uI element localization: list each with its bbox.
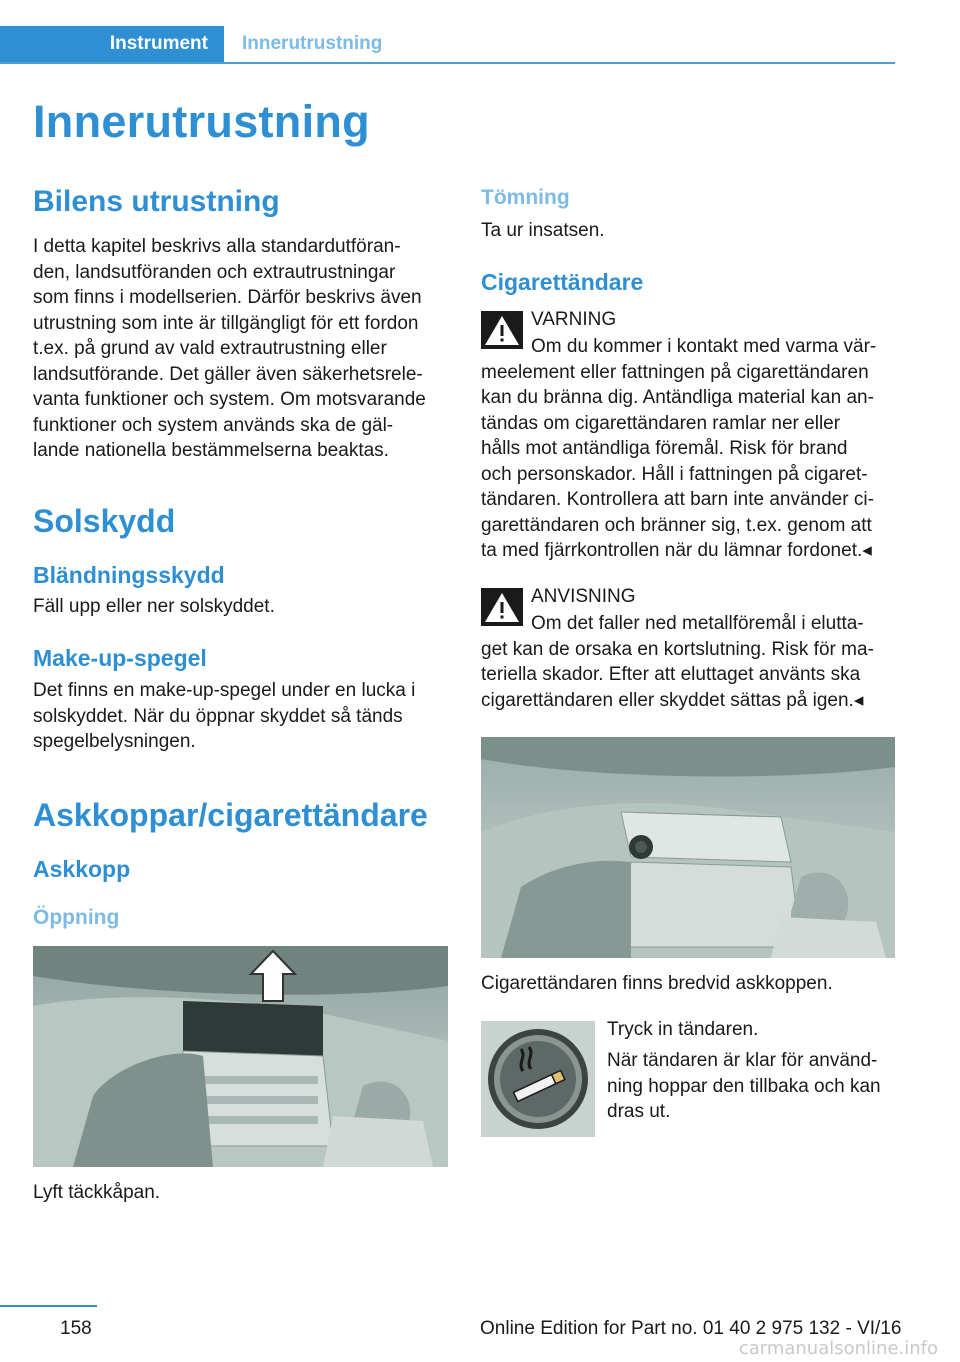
blandning-text: Fäll upp eller ner solskyddet.	[33, 596, 275, 617]
text-line: hålls mot antändliga föremål. Risk för brand	[481, 438, 848, 459]
subsection-title-make-up-spegel: Make-up-spegel	[33, 645, 207, 671]
text-line: I detta kapitel beskrivs alla standardutföran‐	[33, 236, 401, 257]
section-title-bilens-utrustning: Bilens utrustning	[33, 185, 280, 218]
text-line: När tändaren är klar för använd‐	[607, 1050, 878, 1071]
tomning-text: Ta ur insatsen.	[481, 220, 605, 241]
text-line: Det finns en make-up-spegel under en lucka i	[33, 680, 416, 701]
text-line: tändas om cigarettändaren ramlar ner eller	[481, 412, 841, 434]
text-line: cigarettändaren eller skyddet sättas på igen.◂	[481, 689, 864, 711]
subsection-title-oppning: Öppning	[33, 906, 120, 929]
text-line: som finns i modellserien. Därför beskrivs även	[33, 287, 422, 308]
text-line: dras ut.	[607, 1101, 671, 1122]
page-title: Innerutrustning	[33, 96, 370, 147]
section-title-solskydd: Solskydd	[33, 503, 176, 539]
text-line: meelement eller fattningen på cigarettändaren	[481, 361, 869, 383]
tryck-text: Tryck in tändaren.	[607, 1019, 759, 1040]
text-line: t.ex. på grund av vald extrautrustning eller	[33, 338, 387, 359]
subsection-title-cigarettandare: Cigarettändare	[481, 269, 644, 295]
bilens-paragraph	[33, 234, 448, 464]
text-line: den, landsutföranden och extrautrustningar	[33, 261, 396, 283]
text-line: funktioner och system används ska de gäl‐	[33, 414, 394, 436]
warning-label-varning: VARNING	[531, 309, 617, 330]
lighter-caption: Cigarettändaren finns bredvid askkoppen.	[481, 973, 833, 994]
text-line: och personskador. Håll i fattningen på cigaret‐	[481, 463, 868, 485]
tab-instrument-label: Instrument	[109, 33, 208, 54]
text-line: get kan de orsaka en kortslutning. Risk för ma‐	[481, 638, 874, 660]
text-line: kan du bränna dig. Antändliga material kan an‐	[481, 387, 874, 408]
header-tab-bar	[0, 26, 895, 64]
warning-label-anvisning: ANVISNING	[531, 586, 636, 607]
text-line: spegelbelysningen.	[33, 731, 196, 752]
warning-triangle-icon	[481, 588, 523, 626]
text-line: vanta funktioner och system. Om motsvarande	[33, 389, 426, 410]
text-line: utrustning som inte är tillgängligt för ett fordon	[33, 312, 419, 334]
ashtray-caption: Lyft täckkåpan.	[33, 1182, 161, 1203]
text-line: landsutförande. Det gäller även säkerhetsrele‐	[33, 363, 423, 385]
text-line: Om det faller ned metallföremål i elutta‐	[531, 613, 864, 634]
subsection-title-blandningsskydd: Bländningsskydd	[33, 562, 225, 588]
warning1-paragraph	[481, 360, 896, 564]
page-number: 158	[60, 1318, 92, 1339]
subsection-title-askkopp: Askkopp	[33, 856, 131, 882]
footer-divider	[0, 1305, 97, 1307]
text-line: tändaren. Kontrollera att barn inte använder ci‐	[481, 489, 874, 510]
cigarette-lighter-icon	[481, 1021, 595, 1137]
edition-text: Online Edition for Part no. 01 40 2 975 132 - VI/16	[480, 1318, 902, 1339]
text-line: teriella skador. Efter att eluttaget använts ska	[481, 664, 861, 685]
makeup-paragraph	[33, 678, 448, 755]
text-line: ning hoppar den tillbaka och kan	[607, 1075, 881, 1097]
text-line: lande nationella bestämmelserna beaktas.	[33, 440, 389, 461]
text-line: ta med fjärrkontrollen när du lämnar fordonet.◂	[481, 540, 872, 561]
text-line: solskyddet. När du öppnar skyddet så tänds	[33, 705, 403, 727]
warning2-paragraph	[481, 637, 896, 714]
text-line: garettändaren och bränner sig, t.ex. genom att	[481, 514, 872, 536]
tab-instrument[interactable]	[0, 26, 224, 62]
section-title-askkoppar: Askkoppar/cigarettändare	[33, 797, 428, 833]
tab-innerutrustning[interactable]: Innerutrustning	[242, 33, 383, 54]
text-line: Om du kommer i kontakt med varma vär‐	[531, 336, 877, 357]
lighter-location-photo	[481, 737, 895, 958]
warning-triangle-icon	[481, 311, 523, 349]
watermark: carmanualsonline.info	[738, 1338, 938, 1359]
nar-paragraph	[607, 1048, 897, 1125]
subsection-title-tomning: Tömning	[481, 186, 570, 209]
ashtray-opening-photo	[33, 946, 448, 1167]
